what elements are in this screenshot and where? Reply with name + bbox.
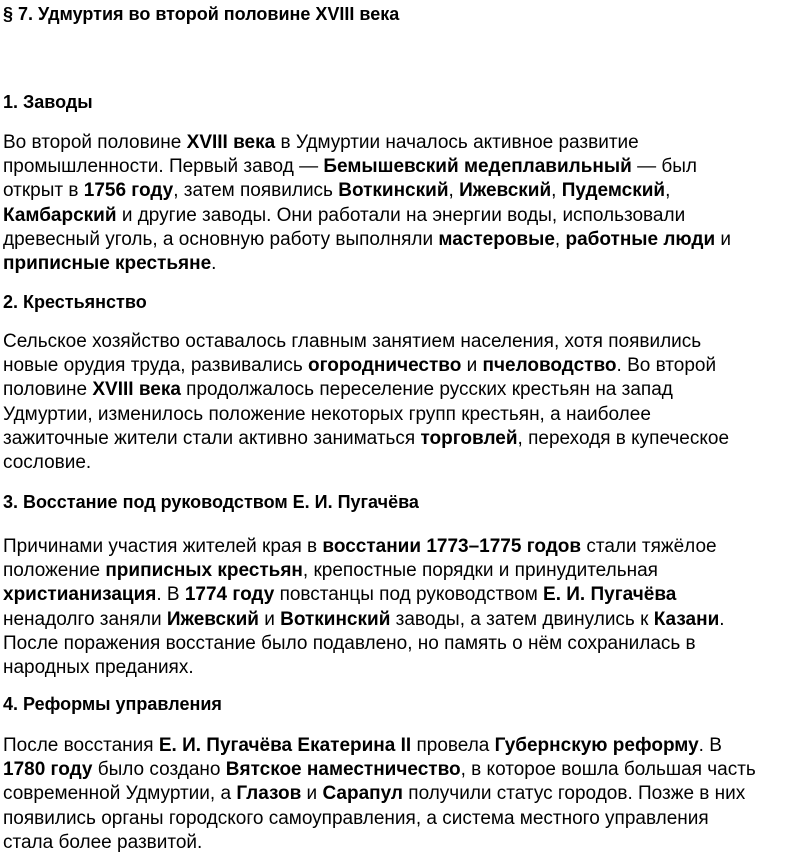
text-run: зажиточные жители стали активно заниматься (3, 427, 421, 449)
paragraph-line (3, 378, 797, 402)
text-run: и (715, 228, 732, 250)
bold-term: Вятское наместничество (225, 759, 461, 781)
paragraph-line (3, 228, 797, 252)
section-paragraph-reforms (3, 734, 797, 855)
paragraph-line (3, 831, 797, 855)
section-heading-factories: 1. Заводы (3, 92, 93, 112)
text-run: и (258, 608, 281, 630)
section-heading-reforms: 4. Реформы управления (3, 694, 222, 714)
section-heading-peasantry: 2. Крестьянство (3, 292, 147, 312)
text-run: стала более развитой. (3, 831, 203, 853)
text-run: После поражения восстание было подавлено, но память о нём сохранилась в (3, 632, 696, 654)
paragraph-line (3, 656, 797, 680)
paragraph-line (3, 583, 797, 607)
bold-term: пчеловодство (482, 355, 617, 377)
text-run: провела (411, 735, 495, 756)
paragraph-line (3, 330, 797, 354)
text-run: . Во второй (616, 355, 717, 377)
paragraph-line (3, 155, 797, 179)
text-run: Во второй половине (3, 132, 187, 153)
section-heading-uprising: 3. Восстание под руководством Е. И. Пугачёва (3, 492, 419, 512)
text-run: половине (3, 379, 93, 401)
bold-term: Камбарский (3, 204, 117, 226)
text-run: . (211, 253, 217, 275)
bold-term: 1780 году (3, 759, 93, 781)
section-paragraph-uprising (3, 535, 797, 680)
text-run: и другие заводы. Они работали на энергии воды, использовали (116, 204, 686, 226)
text-run: и (301, 783, 323, 805)
bold-term: Воткинский (280, 608, 391, 630)
bold-term: 1774 году (184, 584, 275, 606)
bold-term: приписных крестьян (105, 560, 303, 582)
bold-term: Е. И. Пугачёва Екатерина II (158, 735, 412, 756)
text-run: и (461, 355, 483, 377)
text-run: . В (156, 584, 185, 606)
page-title: § 7. Удмуртия во второй половине XVIII века (3, 4, 400, 24)
paragraph-line (3, 734, 797, 758)
paragraph-line (3, 632, 797, 656)
bold-term: Воткинский (338, 180, 449, 202)
paragraph-line (3, 451, 797, 475)
text-run: в Удмуртии началось активное развитие (275, 132, 639, 153)
bold-term: Пудемский (561, 180, 666, 202)
paragraph-line (3, 427, 797, 451)
bold-term: Ижевский (166, 608, 259, 630)
text-run: положение (3, 560, 106, 582)
bold-term: торговлей (420, 427, 518, 449)
text-run: продолжалось переселение русских крестьян на запад (180, 379, 673, 401)
bold-term: приписные крестьяне (3, 253, 212, 275)
text-run: сословие. (3, 452, 92, 474)
bold-term: огородничество (308, 355, 462, 377)
bold-term: Ижевский (459, 180, 552, 202)
paragraph-line (3, 559, 797, 583)
text-run: новые орудия труда, развивались (3, 355, 309, 377)
text-run: Причинами участия жителей края в (3, 536, 323, 557)
text-run: . В (698, 735, 722, 756)
text-run: получили статус городов. Позже в них (403, 783, 746, 805)
text-run: , крепостные порядки и принудительная (302, 560, 658, 582)
paragraph-line (3, 403, 797, 427)
section-paragraph-factories (3, 131, 797, 276)
text-run: заводы, а затем двинулись к (390, 608, 654, 630)
bold-term: работные люди (565, 228, 716, 250)
paragraph-line (3, 204, 797, 228)
paragraph-line (3, 535, 797, 559)
bold-term: христианизация (3, 584, 157, 606)
paragraph-line (3, 179, 797, 203)
bold-term: XVIII века (186, 132, 276, 153)
section-paragraph-peasantry (3, 330, 797, 475)
text-run: ненадолго заняли (3, 608, 167, 630)
paragraph-line (3, 354, 797, 378)
text-run: современной Удмуртии, а (3, 783, 237, 805)
text-run: древесный уголь, а основную работу выполняли (3, 228, 439, 250)
bold-term: Глазов (236, 783, 302, 805)
text-run: , (665, 180, 671, 202)
text-run: Удмуртии, изменилось положение некоторых групп крестьян, а наиболее (3, 403, 651, 425)
bold-term: XVIII века (92, 379, 181, 401)
text-run: Сельское хозяйство оставалось главным занятием населения, хотя появились (3, 331, 702, 352)
paragraph-line (3, 758, 797, 782)
bold-term: Бемышевский медеплавильный (323, 156, 632, 178)
bold-term: Сарапул (322, 783, 403, 805)
bold-term: 1756 году (83, 180, 174, 202)
text-run: — был (631, 156, 697, 178)
text-run: стали тяжёлое (581, 536, 717, 557)
bold-term: восстании 1773–1775 годов (322, 536, 582, 557)
text-run: , (554, 228, 566, 250)
text-run: После восстания (3, 735, 159, 756)
text-run: открыт в (3, 180, 84, 202)
text-run: было создано (92, 759, 226, 781)
text-run: повстанцы под руководством (274, 584, 544, 606)
text-run: , (551, 180, 562, 202)
bold-term: Губернскую реформу (494, 735, 699, 756)
paragraph-line (3, 252, 797, 276)
text-run: промышленности. Первый завод — (3, 156, 324, 178)
text-run: , (448, 180, 460, 202)
text-run: появились органы городского самоуправления, а система местного управления (3, 807, 709, 829)
paragraph-line (3, 807, 797, 831)
text-run: народных преданиях. (3, 657, 194, 679)
bold-term: мастеровые (438, 228, 555, 250)
paragraph-line (3, 131, 797, 155)
bold-term: Е. И. Пугачёва (543, 584, 677, 606)
paragraph-line (3, 608, 797, 632)
text-run: , затем появились (173, 180, 339, 202)
bold-term: Казани (653, 608, 720, 630)
text-run: . (719, 608, 725, 630)
text-run: , переходя в купеческое (517, 427, 730, 449)
paragraph-line (3, 782, 797, 806)
text-run: , в которое вошла большая часть (460, 759, 756, 781)
